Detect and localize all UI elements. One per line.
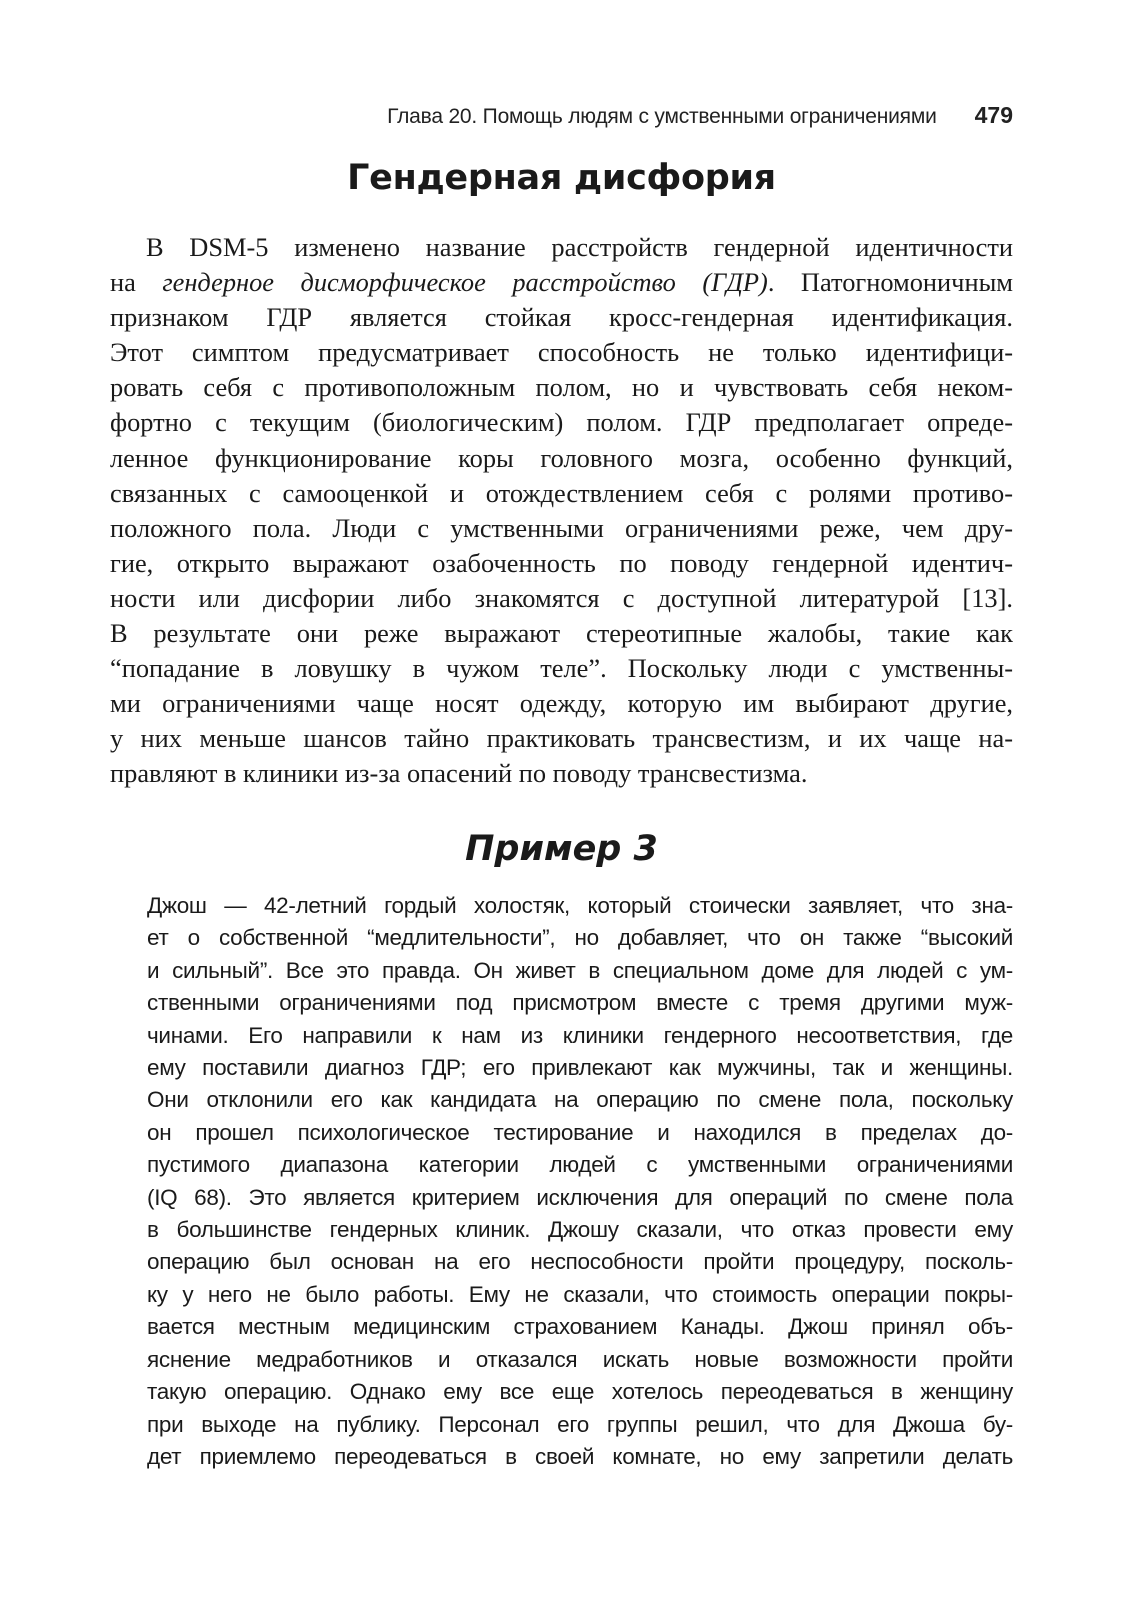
example-line: ему поставили диагноз ГДР; его привлекают как мужчины, так и женщины. (147, 1055, 1013, 1081)
body-line: ровать себя с противоположным полом, но и чувствовать себя неком- (110, 372, 1013, 403)
body-line: признаком ГДР является стойкая кросс-гендерная идентификация. (110, 302, 1013, 333)
example-line: чинами. Его направили к нам из клиники гендерного несоответствия, где (147, 1022, 1013, 1048)
body-line: ленное функционирование коры головного мозга, особенно функций, (110, 442, 1013, 473)
body-line: гие, открыто выражают озабоченность по поводу гендерной идентич- (110, 547, 1013, 578)
section-heading: Гендерная дисфория (347, 158, 776, 198)
body-line: “попадание в ловушку в чужом теле”. Поскольку люди с умственны- (110, 653, 1013, 684)
example-line: Джош — 42-летний гордый холостяк, который стоически заявляет, что зна- (147, 893, 1013, 918)
example-heading: Пример 3 (465, 829, 658, 869)
example-line: в большинстве гендерных клиник. Джошу сказали, что отказ провести ему (147, 1217, 1013, 1243)
body-line: В результате они реже выражают стереотипные жалобы, такие как (110, 618, 1013, 649)
example-line: (IQ 68). Это является критерием исключения для операций по смене пола (147, 1184, 1013, 1210)
example-line: пустимого диапазона категории людей с умственными ограничениями (147, 1152, 1013, 1178)
example-line: Они отклонили его как кандидата на операцию по смене пола, поскольку (147, 1087, 1013, 1113)
body-line: связанных с самооценкой и отождествлением себя с ролями противо- (110, 477, 1013, 508)
example-line: и сильный”. Все это правда. Он живет в специальном доме для людей с ум- (147, 957, 1013, 983)
example-line: при выходе на публику. Персонал его группы решил, что для Джоша бу- (147, 1411, 1013, 1437)
example-body (147, 890, 1013, 1473)
example-line: такую операцию. Однако ему все еще хотелось переодеваться в женщину (147, 1379, 1013, 1405)
example-line: ственными ограничениями под присмотром вместе с тремя другими муж- (147, 990, 1013, 1016)
example-line: дет приемлемо переодеваться в своей комнате, но ему запретили делать (147, 1443, 1013, 1469)
section-body (110, 230, 1013, 792)
example-line: вается местным медицинским страхованием Канады. Джош принял объ- (147, 1314, 1013, 1340)
body-line: положного пола. Люди с умственными ограничениями реже, чем дру- (110, 512, 1013, 543)
body-line: В DSM-5 изменено название расстройств гендерной идентичности (146, 232, 1013, 262)
body-line: у них меньше шансов тайно практиковать трансвестизм, и их чаще на- (110, 723, 1013, 754)
example-line: он прошел психологическое тестирование и находился в пределах до- (147, 1119, 1013, 1145)
body-line: фортно с текущим (биологическим) полом. ГДР предполагает опреде- (110, 407, 1013, 438)
example-line: ет о собственной “медлительности”, но добавляет, что он также “высокий (147, 925, 1013, 951)
body-line: правляют в клиники из-за опасений по поводу трансвестизма. (110, 758, 808, 789)
body-line: на гендерное дисморфическое расстройство (ГДР). Патогномоничным (110, 267, 1014, 298)
term-italic: гендерное дисморфическое расстройство (ГДР) (162, 267, 768, 298)
running-header (110, 102, 1013, 129)
body-line: Этот симптом предусматривает способность не только идентифици- (110, 337, 1013, 368)
example-line: яснение медработников и отказался искать новые возможности пройти (147, 1346, 1013, 1372)
body-line: ми ограничениями чаще носят одежду, которую им выбирают другие, (110, 688, 1013, 719)
example-line: ку у него не было работы. Ему не сказали, что стоимость операции покры- (147, 1281, 1013, 1307)
chapter-title: Глава 20. Помощь людям с умственными ограничениями (387, 105, 937, 128)
body-line: ности или дисфории либо знакомятся с доступной литературой [13]. (110, 582, 1013, 613)
page-number: 479 (974, 102, 1013, 128)
example-line: операцию был основан на его неспособности пройти процедуру, посколь- (147, 1249, 1013, 1275)
